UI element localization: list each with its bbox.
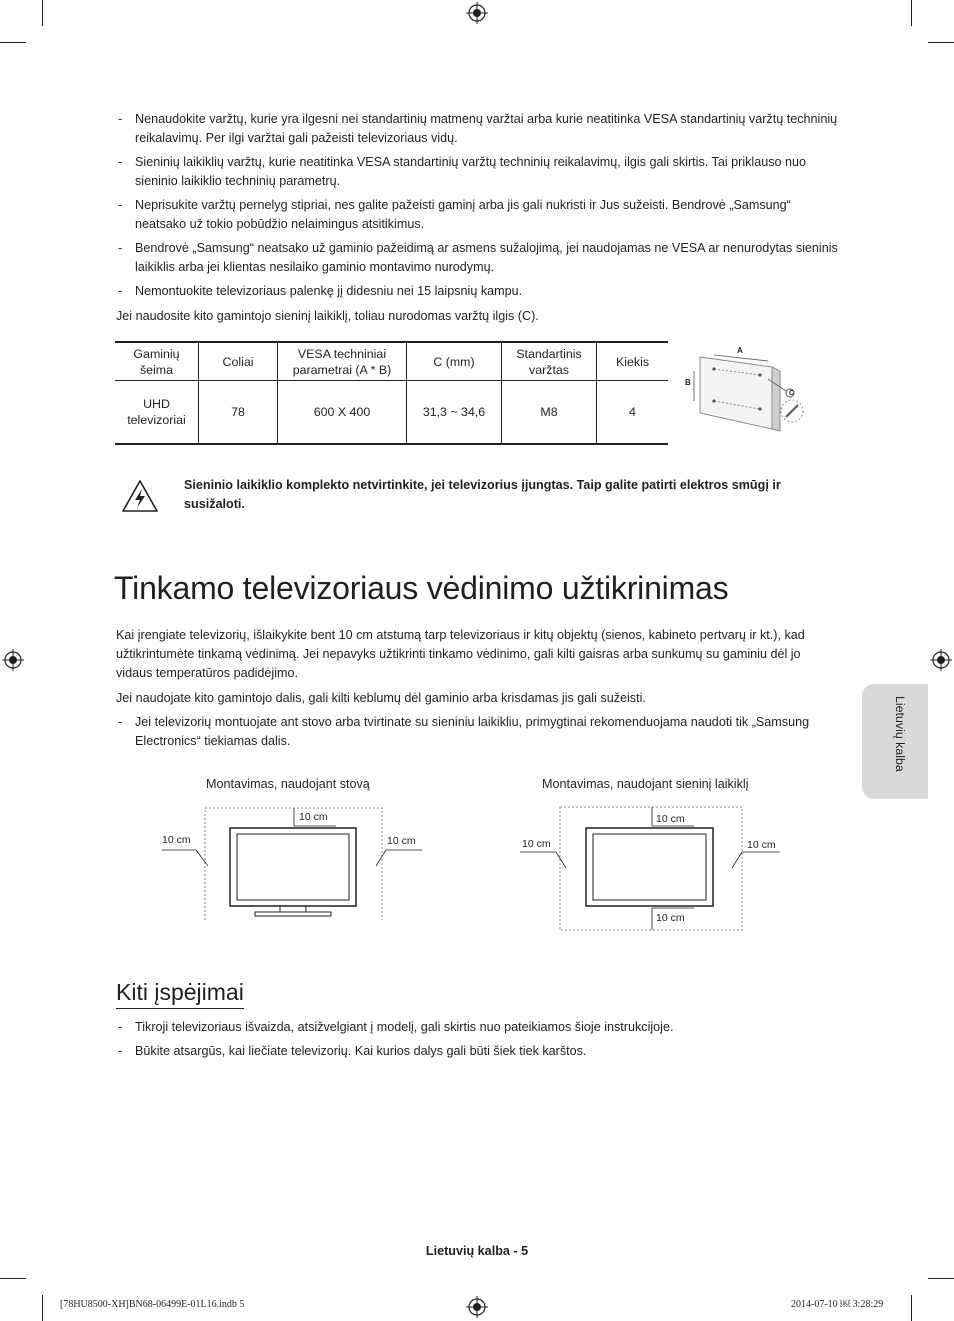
clearance-bottom-label: 10 cm: [656, 912, 685, 924]
clearance-right-label: 10 cm: [747, 839, 776, 851]
page-number: Lietuvių kalba - 5: [425, 1244, 529, 1258]
list-item: - Nenaudokite varžtų, kurie yra ilgesni nei standartinių matmenų varžtai arba kurie neatitinka VESA standartinių varžtų techninių reikalavimų. Per ilgi varžtai gali pažeisti televizoriaus vidų.: [116, 110, 838, 148]
ventilation-paragraph: Kai įrengiate televizorių, išlaikykite bent 10 cm atstumą tarp televizoriaus ir kitų objektų (sienos, kabineto pertvarų ir kt.), kad užtikrintumėte tinkamą vėdinimą. Jei nepavyks užtikrinti tinkamo vėdinimo, gali kilti gaisras arba sunkumų su gaminiu dėl jo vidaus temperatūros padidėjimo.: [116, 628, 805, 680]
list-item: - Sieninių laikiklių varžtų, kurie neatitinka VESA standartinių varžtų techninių reikalavimų, ilgis gali skirtis. Tai priklauso nuo sieninio laikiklio techninių parametrų.: [116, 153, 838, 191]
table-row: [115, 381, 668, 445]
table-cell: 78: [199, 381, 278, 445]
column-header: Coliai: [199, 342, 278, 381]
list-item: - Neprisukite varžtų pernelyg stipriai, nes galite pažeisti gaminį arba jis gali nukristi ir Jus sužeisti. Bendrovė „Samsung“ neatsako už tokio pobūdžio nelaimingus atsitikimus.: [116, 196, 838, 234]
crop-mark: [0, 1278, 26, 1279]
table-cell: 600 X 400: [278, 381, 407, 445]
language-side-tab-label: Lietuvių kalba: [893, 696, 907, 772]
clearance-top-label: 10 cm: [299, 811, 328, 823]
crop-mark: [0, 42, 26, 43]
crop-mark: [42, 1295, 43, 1321]
electric-shock-warning-icon: [121, 479, 159, 513]
list-item: - Nemontuokite televizoriaus palenkę jį didesniu nei 15 laipsnių kampu.: [116, 282, 838, 301]
crop-mark: [928, 42, 954, 43]
dimension-label-a: A: [737, 346, 743, 355]
registration-mark-icon: [466, 2, 488, 24]
print-file-info: [78HU8500-XH]BN68-06499E-01L16.indb 5: [60, 1299, 245, 1310]
list-item: - Tikroji televizoriaus išvaizda, atsižvelgiant į modelį, gali skirtis nuo pateikiamos šioje instrukcijoje.: [116, 1018, 838, 1037]
registration-mark-icon: [2, 649, 24, 671]
dimension-label-b: B: [685, 378, 691, 387]
column-header: Standartinis varžtas: [502, 342, 597, 381]
table-cell: M8: [502, 381, 597, 445]
table-cell: 31,3 ~ 34,6: [407, 381, 502, 445]
screw-length-note: Jei naudosite kito gamintojo sieninį laikiklį, toliau nurodomas varžtų ilgis (C).: [116, 309, 539, 323]
warning-text: Sieninio laikiklio komplekto netvirtinkite, jei televizorius įjungtas. Taip galite patirti elektros smūgį ir susižaloti.: [184, 478, 781, 511]
screw-notes-list: [116, 110, 838, 306]
wall-clearance-diagram: [518, 804, 786, 932]
wall-diagram-title: Montavimas, naudojant sieninį laikiklį: [542, 777, 749, 791]
table-header-row: [115, 342, 668, 381]
other-warnings-list: [116, 1018, 838, 1066]
table-cell: UHD televizoriai: [115, 381, 199, 445]
clearance-left-label: 10 cm: [522, 838, 551, 850]
ventilation-notes-list: [116, 713, 838, 756]
section-heading-ventilation: Tinkamo televizoriaus vėdinimo užtikrinimas: [114, 570, 729, 606]
screw-spec-table: [115, 341, 668, 445]
wall-mount-illustration: [680, 343, 810, 433]
column-header: Kiekis: [597, 342, 669, 381]
registration-mark-icon: [466, 1296, 488, 1318]
crop-mark: [911, 0, 912, 26]
clearance-left-label: 10 cm: [162, 834, 191, 846]
column-header: VESA techniniai parametrai (A * B): [278, 342, 407, 381]
ventilation-paragraph: Jei naudojate kito gamintojo dalis, gali kilti keblumų dėl gaminio arba krisdamas jis gali sužeisti.: [116, 691, 646, 705]
crop-mark: [42, 0, 43, 26]
table-cell: 4: [597, 381, 669, 445]
section-heading-other: Kiti įspėjimai: [116, 979, 244, 1009]
list-item: - Būkite atsargūs, kai liečiate televizorių. Kai kurios dalys gali būti šiek tiek karštos.: [116, 1042, 838, 1061]
dimension-label-c: C: [789, 390, 795, 397]
crop-mark: [911, 1295, 912, 1321]
registration-mark-icon: [930, 649, 952, 671]
clearance-top-label: 10 cm: [656, 813, 685, 825]
list-item: - Jei televizorių montuojate ant stovo arba tvirtinate su sieniniu laikikliu, primygtinai rekomenduojama naudoti tik „Samsung Electronics“ tiekiamas dalis.: [116, 713, 838, 751]
column-header: C (mm): [407, 342, 502, 381]
clearance-right-label: 10 cm: [387, 835, 416, 847]
list-item: - Bendrovė „Samsung“ neatsako už gaminio pažeidimą ar asmens sužalojimą, jei naudojamas ne VESA ar nenurodytas sieninis laikiklis arba jei klientas nesilaiko gaminio montavimo nurodymų.: [116, 239, 838, 277]
stand-clearance-diagram: [160, 800, 428, 922]
stand-diagram-title: Montavimas, naudojant stovą: [206, 777, 370, 791]
column-header: Gaminių šeima: [115, 342, 199, 381]
crop-mark: [928, 1278, 954, 1279]
print-date-info: 2014-07-10 ￼ 3:28:29: [791, 1299, 884, 1310]
